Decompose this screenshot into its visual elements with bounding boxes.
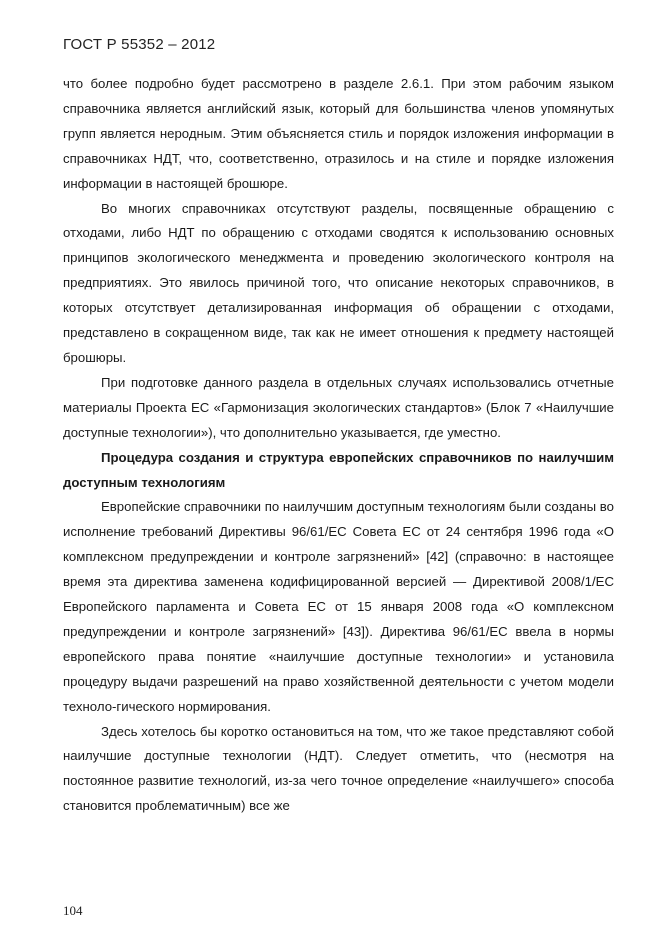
paragraph-bat-definition: Здесь хотелось бы коротко остановиться на том, что же такое представляют собой наилучшие доступные технологии (НДТ). Следует отметить, что (несмотря на постоянное развитие технологий, из-за чего точное определение «наилучшего» способа становится проблематичным) все же <box>63 723 614 814</box>
paragraph-continuation: что более подробно будет рассмотрено в разделе 2.6.1. При этом рабочим языком справочника является английский язык, который для большинства членов упомянутых групп является неродным. Этим объясняется стиль и порядок изложения информации в справочниках НДТ, что, соответственно, отразилось и на стиле и порядке изложения информации в настоящей брошюре. <box>63 76 614 191</box>
paragraph-directive: Европейские справочники по наилучшим доступным технологиям были созданы во исполнение требований Директивы 96/61/ЕС Совета ЕС от 24 сентября 1996 года «О комплексном предупреждении и контроле загрязнений» [42] (справочно: в настоящее время эта директива заменена кодифицированной версией — Директивой 2008/1/ЕС Европейского парламента и Совета ЕС от 15 января 2008 года «О комплексном предупреждении и контроле загрязнений» [43]). Директива 96/61/ЕС ввела в нормы европейского права понятие «наилучшие доступные технологии» и установила процедуру выдачи разрешений на право хозяйственной деятельности с учетом модели техноло-гического нормирования. <box>63 499 614 714</box>
paragraph-sources: При подготовке данного раздела в отдельных случаях использовались отчетные материалы Проекта ЕС «Гармонизация экологических стандартов» (Блок 7 «Наилучшие доступные технологии»), что дополнительно указывается, где уместно. <box>63 374 614 440</box>
page-number: 104 <box>63 903 83 918</box>
paragraph-waste-sections: Во многих справочниках отсутствуют разделы, посвященные обращению с отходами, либо НДТ по обращению с отходами сводятся к использованию основных принципов экологического менеджмента и проведению экологического контроля на предприятиях. Это явилось причиной того, что описание некоторых справочников, в которых отсутствует детализированная информация об обращении с отходами, представлено в сокращенном виде, так как не имеет отношения к предмету настоящей брошюры. <box>63 200 614 365</box>
section-heading: Процедура создания и структура европейских справочников по наилучшим доступным технологиям <box>63 449 614 490</box>
document-body <box>63 72 614 819</box>
document-header: ГОСТ Р 55352 – 2012 <box>63 36 216 53</box>
